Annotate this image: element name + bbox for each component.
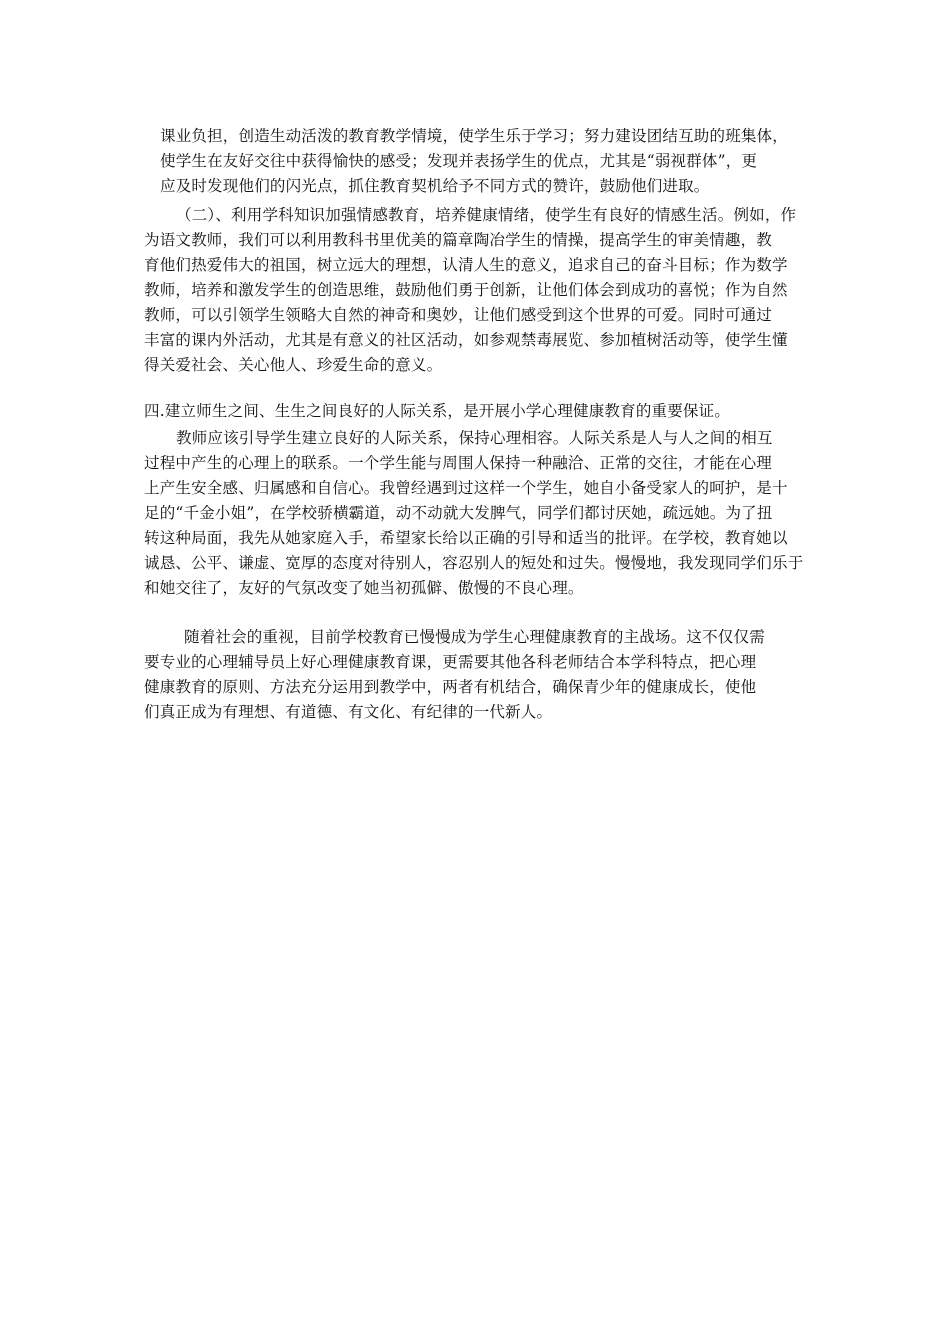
text-line: 使学生在友好交往中获得愉快的感受；发现并表扬学生的优点，尤其是“弱视群体”，更 (160, 152, 758, 170)
text-line: 课业负担，创造生动活泼的教育教学情境，使学生乐于学习；努力建设团结互助的班集体， (160, 127, 789, 145)
text-line: 教师，培养和激发学生的创造思维，鼓励他们勇于创新，让他们体会到成功的喜悦；作为自然 (144, 281, 788, 299)
text-line: 上产生安全感、归属感和自信心。我曾经遇到过这样一个学生，她自小备受家人的呵护，是十 (144, 479, 788, 497)
text-line: 随着社会的重视，目前学校教育已慢慢成为学生心理健康教育的主战场。这不仅仅需 (184, 628, 765, 646)
text-line: 应及时发现他们的闪光点，抓住教育契机给予不同方式的赞许，鼓励他们进取。 (160, 177, 710, 195)
text-line: 和她交往了，友好的气氛改变了她当初孤僻、傲慢的不良心理。 (144, 579, 584, 597)
section-heading: 四.建立师生之间、生生之间良好的人际关系，是开展小学心理健康教育的重要保证。 (144, 402, 731, 420)
text-line: 育他们热爱伟大的祖国，树立远大的理想，认清人生的意义，追求自己的奋斗目标；作为数学 (144, 256, 788, 274)
text-line: 诚恳、公平、谦虚、宽厚的态度对待别人，容忍别人的短处和过失。慢慢地，我发现同学们乐于 (144, 554, 804, 572)
text-line: 教师应该引导学生建立良好的人际关系，保持心理相容。人际关系是人与人之间的相互 (176, 429, 773, 447)
text-line: 丰富的课内外活动，尤其是有意义的社区活动，如参观禁毒展览、参加植树活动等，使学生懂 (144, 331, 788, 349)
text-line: 教师，可以引领学生领略大自然的神奇和奥妙，让他们感受到这个世界的可爱。同时可通过 (144, 306, 773, 324)
text-line: 为语文教师，我们可以利用教科书里优美的篇章陶冶学生的情操，提高学生的审美情趣，教 (144, 231, 773, 249)
text-line: 过程中产生的心理上的联系。一个学生能与周围人保持一种融洽、正常的交往，才能在心理 (144, 454, 773, 472)
text-line: （二）、利用学科知识加强情感教育，培养健康情绪，使学生有良好的情感生活。例如，作 (176, 206, 797, 224)
text-line: 健康教育的原则、方法充分运用到教学中，两者有机结合，确保青少年的健康成长，使他 (144, 678, 757, 696)
text-line: 转这种局面，我先从她家庭入手，希望家长给以正确的引导和适当的批评。在学校，教育她以 (144, 529, 788, 547)
text-line: 得关爱社会、关心他人、珍爱生命的意义。 (144, 356, 443, 374)
text-line: 足的“千金小姐”，在学校骄横霸道，动不动就大发脾气，同学们都讨厌她，疏远她。为了扭 (144, 504, 773, 522)
text-line: 要专业的心理辅导员上好心理健康教育课，更需要其他各科老师结合本学科特点，把心理 (144, 653, 757, 671)
text-line: 们真正成为有理想、有道德、有文化、有纪律的一代新人。 (144, 703, 553, 721)
